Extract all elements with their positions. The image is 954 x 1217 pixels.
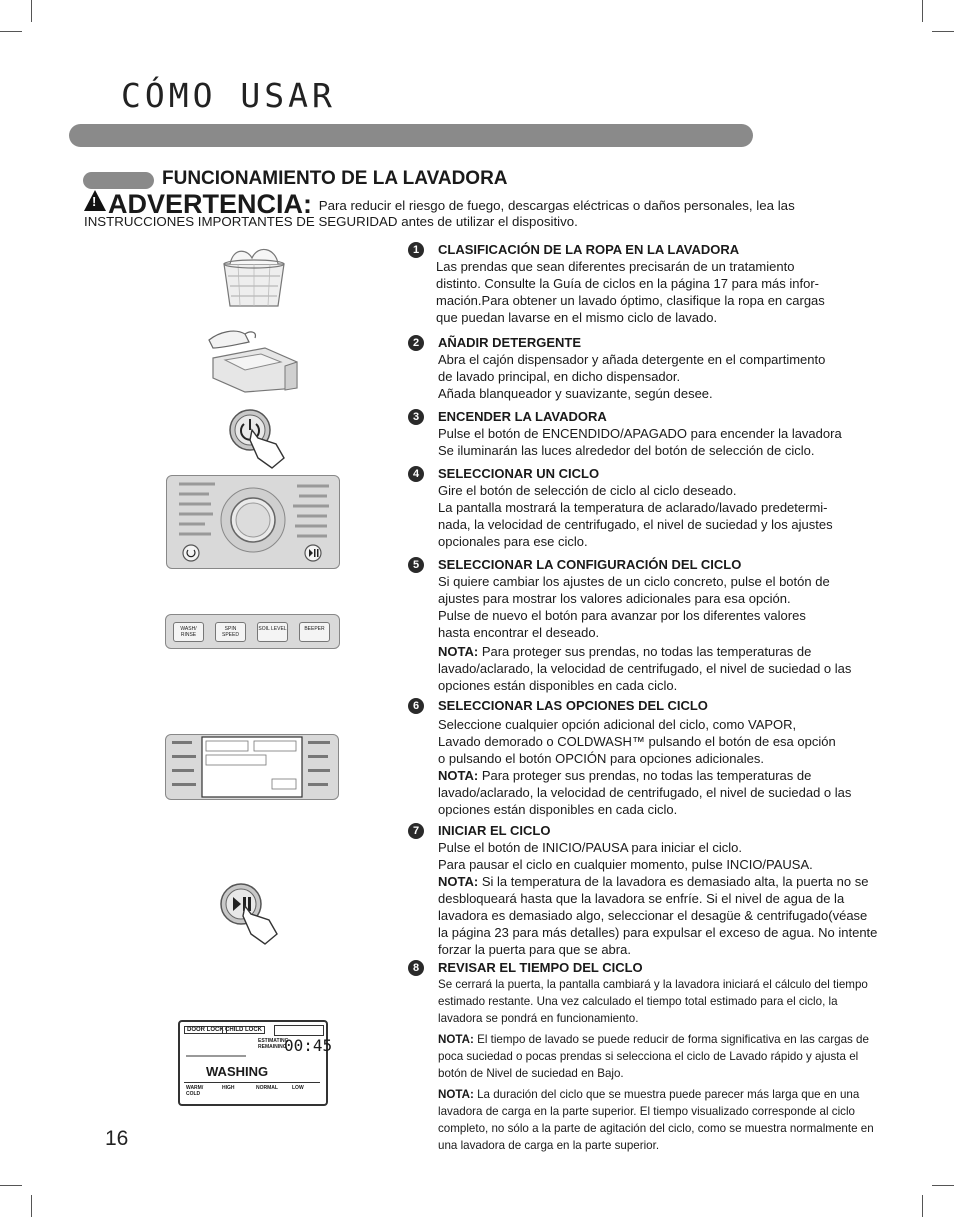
step-body — [438, 482, 878, 550]
start-pause-button-illustration — [219, 882, 289, 946]
title-bar — [69, 124, 753, 147]
step-number: 5 — [408, 557, 424, 573]
page-title: CÓMO USAR — [121, 76, 336, 115]
step-number: 3 — [408, 409, 424, 425]
note-label: NOTA: — [438, 768, 479, 783]
step-line: o pulsando el botón OPCIÓN para opciones adicionales. — [438, 751, 764, 766]
step-body — [438, 716, 878, 818]
step-line: Si quiere cambiar los ajustes de un ciclo concreto, pulse el botón de — [438, 574, 830, 589]
cycle-dial-icon — [167, 476, 339, 568]
step-heading: ENCENDER LA LAVADORA — [438, 409, 607, 424]
section-pill — [83, 172, 154, 189]
power-button-illustration — [228, 408, 298, 470]
step-line: ajustes para mostrar los valores adicionales para esa opción. — [438, 591, 791, 606]
warning-icon: ! — [84, 190, 106, 211]
step-note — [438, 1086, 878, 1154]
time-remaining: 00:45 — [284, 1036, 333, 1055]
step-heading: INICIAR EL CICLO — [438, 823, 551, 838]
step-body — [438, 976, 878, 1154]
spin-speed-button[interactable] — [215, 622, 246, 642]
options-panel-icon — [166, 735, 338, 799]
step-line: Seleccione cualquier opción adicional del ciclo, como VAPOR, — [438, 717, 797, 732]
progress-bar — [186, 1055, 246, 1057]
warning-block — [84, 190, 884, 230]
wash-rinse-button[interactable] — [173, 622, 204, 642]
step-number: 2 — [408, 335, 424, 351]
step-body — [438, 573, 878, 694]
step-body — [438, 839, 878, 958]
step-line: Las prendas que sean diferentes precisarán de un tratamiento — [436, 259, 795, 274]
estimating-label: ESTIMATING REMAINING — [258, 1038, 289, 1050]
step-line: Lavado demorado o COLDWASH™ pulsando el botón de esa opción — [438, 734, 836, 749]
step-line: La pantalla mostrará la temperatura de aclarado/lavado predetermi- — [438, 500, 828, 515]
crop-mark — [0, 31, 22, 32]
status-text: WASHING — [206, 1064, 269, 1079]
step-line: mación.Para obtener un lavado óptimo, clasifique la ropa en cargas — [436, 293, 825, 308]
step-heading: SELECCIONAR LA CONFIGURACIÓN DEL CICLO — [438, 557, 742, 572]
step-line: Se iluminarán las luces alrededor del botón de selección de ciclo. — [438, 443, 815, 458]
step-heading: SELECCIONAR UN CICLO — [438, 466, 600, 481]
settings-buttons-panel — [165, 614, 340, 649]
note-label: NOTA: — [438, 1033, 474, 1046]
note-label: NOTA: — [438, 1088, 474, 1101]
note-label: NOTA: — [438, 644, 479, 659]
status-icons — [274, 1025, 324, 1036]
button-label: SOIL LEVEL — [258, 626, 287, 632]
step-number: 1 — [408, 242, 424, 258]
lcd-display — [178, 1020, 333, 1106]
step-line: opcionales para ese ciclo. — [438, 534, 588, 549]
child-lock-tag: CHILD LOCK — [222, 1026, 265, 1034]
button-label: SPIN SPEED — [222, 626, 239, 638]
button-label: BEEPER — [304, 626, 325, 632]
step-line: que puedan lavarse en el mismo ciclo de lavado. — [436, 310, 718, 325]
step-number: 6 — [408, 698, 424, 714]
step-heading: SELECCIONAR LAS OPCIONES DEL CICLO — [438, 698, 708, 713]
warning-label: ADVERTENCIA: — [108, 189, 313, 219]
step-line: Gire el botón de selección de ciclo al ciclo deseado. — [438, 483, 737, 498]
step-body — [438, 425, 878, 459]
note-text: Para proteger sus prendas, no todas las temperaturas de lavado/aclarado, la velocidad de centrifugado, el nivel de suciedad o las opciones están disponibles en cada ciclo. — [438, 644, 852, 693]
step-line: hasta encontrar el deseado. — [438, 625, 600, 640]
step-body — [438, 351, 878, 402]
note-label: NOTA: — [438, 874, 479, 889]
step-line: de lavado principal, en dicho dispensador. — [438, 369, 681, 384]
spin-value: HIGH — [222, 1085, 235, 1091]
beeper-button[interactable] — [299, 622, 330, 642]
step-text: Se cerrará la puerta, la pantalla cambiará y la lavadora iniciará el cálculo del tiempo estimado restante. Una vez calculado el tiempo total estimado para el ciclo, la lavadora se pondrá en funcionamiento. — [438, 978, 868, 1025]
step-line: nada, la velocidad de centrifugado, el nivel de suciedad y los ajustes — [438, 517, 833, 532]
step-note — [438, 767, 878, 818]
step-number: 4 — [408, 466, 424, 482]
note-text: La duración del ciclo que se muestra puede parecer más larga que en una lavadora de carga en la parte superior. El tiempo visualizado corresponde al ciclo completo, no sólo a la parte de agitación del ciclo, como se muestra normalmente en una lavadora de carga en la parte superior. — [438, 1088, 874, 1152]
step-line: Pulse de nuevo el botón para avanzar por los diferentes valores — [438, 608, 806, 623]
note-text: Para proteger sus prendas, no todas las temperaturas de lavado/aclarado, la velocidad de centrifugado, el nivel de suciedad o las opciones están disponibles en cada ciclo. — [438, 768, 852, 817]
step-note — [438, 643, 878, 694]
page-number: 16 — [105, 1127, 129, 1150]
crop-mark — [922, 0, 923, 22]
step-line: Añada blanqueador y suavizante, según desee. — [438, 386, 713, 401]
crop-mark — [932, 31, 954, 32]
note-text: El tiempo de lavado se puede reducir de forma significativa en las cargas de poca suciedad o pocas prendas si selecciona el ciclo de Lavado rápido y ajusta el botón de Nivel de suciedad en Bajo. — [438, 1033, 869, 1080]
button-label: WASH/ RINSE — [180, 626, 197, 638]
temp-value: WARM/ COLD — [186, 1085, 204, 1097]
options-panel — [165, 734, 339, 800]
step-line: Abra el cajón dispensador y añada detergente en el compartimento — [438, 352, 826, 367]
soil-level-button[interactable] — [257, 622, 288, 642]
step-number: 7 — [408, 823, 424, 839]
step-body — [436, 258, 876, 326]
note-text: Si la temperatura de la lavadora es demasiado alta, la puerta no se desbloqueará hasta que la lavadora se enfríe. Si el nivel de agua de la lavadora es demasiado algo, seleccionar el desagüe & centrifugado(véase la página 23 para más detalles) para expulsar el exceso de agua. No intente forzar la puerta para que se abra. — [438, 874, 878, 957]
step-heading: AÑADIR DETERGENTE — [438, 335, 582, 350]
step-line: Pulse el botón de INICIO/PAUSA para iniciar el ciclo. — [438, 840, 742, 855]
step-line: distinto. Consulte la Guía de ciclos en la página 17 para más infor- — [436, 276, 819, 291]
step-heading: REVISAR EL TIEMPO DEL CICLO — [438, 960, 643, 975]
cycle-dial-panel — [166, 475, 340, 569]
detergent-drawer-illustration — [205, 318, 305, 394]
laundry-basket-illustration — [218, 242, 290, 310]
soil-value: NORMAL — [256, 1085, 278, 1091]
crop-mark — [922, 1195, 923, 1217]
crop-mark — [31, 1195, 32, 1217]
door-lock-tag: DOOR LOCK — [184, 1026, 227, 1034]
step-note — [438, 1031, 878, 1082]
step-line: Para pausar el ciclo en cualquier momento, pulse INCIO/PAUSA. — [438, 857, 813, 872]
crop-mark — [31, 0, 32, 22]
step-number: 8 — [408, 960, 424, 976]
option-value: LOW — [292, 1085, 304, 1091]
crop-mark — [0, 1185, 22, 1186]
crop-mark — [932, 1185, 954, 1186]
step-note — [438, 873, 878, 958]
step-heading: CLASIFICACIÓN DE LA ROPA EN LA LAVADORA — [438, 242, 740, 257]
section-title: FUNCIONAMIENTO DE LA LAVADORA — [162, 168, 508, 189]
warning-text: Para reducir el riesgo de fuego, descargas eléctricas o daños personales, lea las INSTRUCCIONES IMPORTANTES DE SEGURIDAD antes de utilizar el dispositivo. — [84, 198, 795, 229]
step-line: Pulse el botón de ENCENDIDO/APAGADO para encender la lavadora — [438, 426, 842, 441]
